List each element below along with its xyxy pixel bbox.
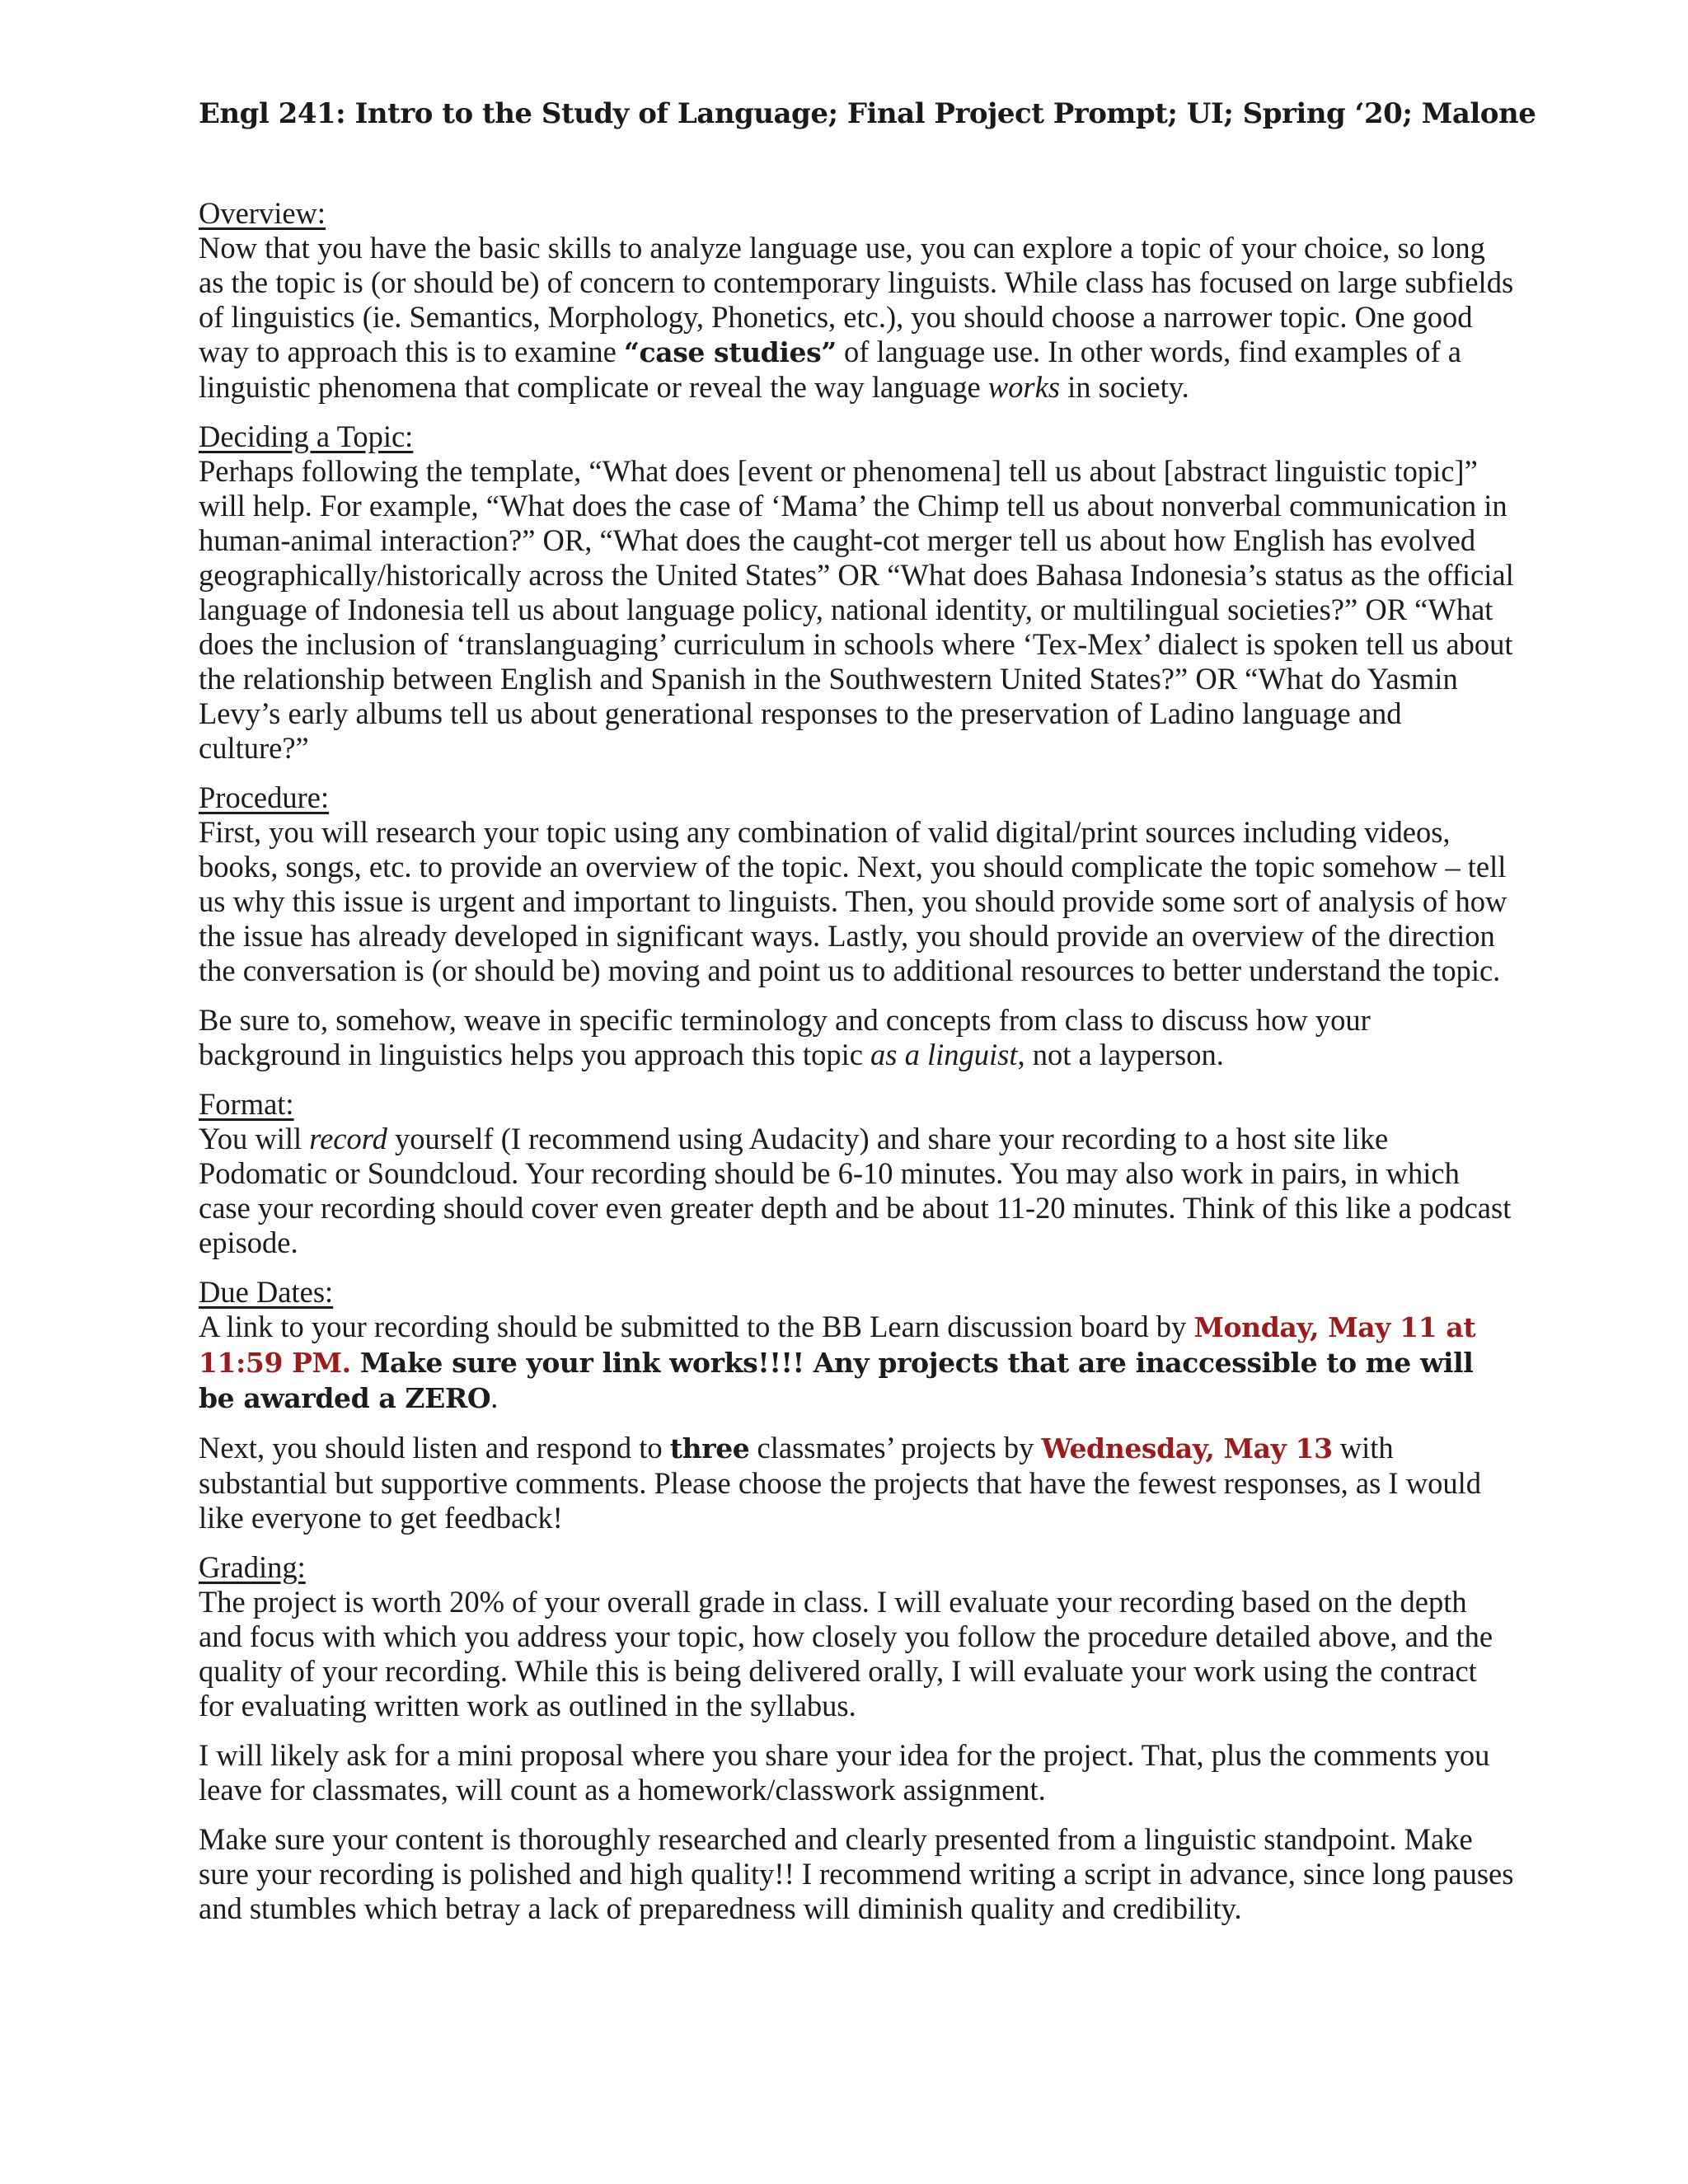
procedure-text: First, you will research your topic using any combination of valid digital/print sources including videos, books, songs, etc. to provide an overview of the topic. Next, you should complicate the topic somehow – tell us why this issue is urgent and important to linguists. Then, you should provide some sort of analysis of how the issue has already developed in significant ways. Lastly, you should provide an overview of the direction the conversation is (or should be) moving and point us to additional resources to better understand the topic. [199, 815, 1507, 987]
topic-text: Perhaps following the template, “What does [event or phenomena] tell us about [abstract linguistic topic]” will help. For example, “What does the case of ‘Mama’ the Chimp tell us about nonverbal communication in human-animal interaction?” OR, “What does the caught-cot merger tell us about how English has evolved geographically/historically across the United States” OR “What does Bahasa Indonesia’s status as the official language of Indonesia tell us about language policy, national identity, or multilingual societies?” OR “What does the inclusion of ‘translanguaging’ curriculum in schools where ‘Tex-Mex’ dialect is spoken tell us about the relationship between English and Spanish in the Southwestern United States?” OR “What do Yasmin Levy’s early albums tell us about generational responses to the preservation of Ladino language and culture?” [199, 454, 1514, 765]
due-p2-text-cont: classmates’ projects by [749, 1431, 1042, 1465]
due-dates-heading: Due Dates: [199, 1275, 334, 1309]
record-emphasis: record [309, 1122, 387, 1155]
overview-text: Now that you have the basic skills to analyze language use, you can explore a topic of your choice, so long as the topic is (or should be) of concern to contemporary linguists. While class has focused on large subfields of linguistics (ie. Semantics, Morphology, Phonetics, etc.), you should choose a narrower topic. One good way to approach this is to examine [199, 231, 1514, 368]
procedure-section [199, 780, 1517, 988]
due-text: A link to your recording should be submitted to the BB Learn discussion board by [199, 1310, 1194, 1343]
due-dates-section [199, 1275, 1517, 1416]
due-p2-text: Next, you should listen and respond to [199, 1431, 670, 1465]
three-emphasis: three [669, 1432, 750, 1465]
overview-section [199, 196, 1517, 405]
document-title: Engl 241: Intro to the Study of Language; Final Project Prompt; UI; Spring ‘20; Malone [199, 97, 1536, 130]
format-text-cont: yourself (I recommend using Audacity) and share your recording to a host site like Podomatic or Soundcloud. Your recording should be 6-10 minutes. You may also work in pairs, in which case your recording should cover even greater depth and be about 11-20 minutes. Think of this like a podcast episode. [199, 1122, 1512, 1259]
overview-heading: Overview: [199, 196, 326, 230]
topic-section [199, 419, 1517, 766]
procedure-p2-text: Be sure to, somehow, weave in specific terminology and concepts from class to discuss how your background in linguistics helps you approach this topic [199, 1003, 1371, 1071]
document-body [199, 196, 1517, 1941]
grading-heading: Grading: [199, 1550, 306, 1584]
overview-text-end: in society. [1060, 370, 1189, 404]
format-text: You will [199, 1122, 310, 1155]
topic-heading: Deciding a Topic: [199, 419, 414, 453]
grading-paragraph-3: Make sure your content is thoroughly researched and clearly presented from a linguistic standpoint. Make sure your recording is polished and high quality!! I recommend writing a script in advance, since long pauses and stumbles which betray a lack of preparedness will diminish quality and credibility. [199, 1822, 1514, 1925]
due-text-end: . [490, 1380, 499, 1414]
procedure-paragraph-2 [199, 1003, 1517, 1072]
due-paragraph-2 [199, 1431, 1517, 1535]
as-a-linguist-emphasis: as a linguist [870, 1038, 1018, 1071]
due-warning: Make sure your link works!!!! Any projects that are inaccessible to me will be awarded a ZERO [199, 1347, 1474, 1414]
format-heading: Format: [199, 1087, 294, 1121]
procedure-p2-end: , not a layperson. [1017, 1038, 1224, 1071]
grading-section [199, 1550, 1517, 1723]
works-emphasis: works [987, 370, 1060, 404]
grading-paragraph-2: I will likely ask for a mini proposal where you share your idea for the project. That, plus the comments you leave for classmates, will count as a homework/classwork assignment. [199, 1738, 1490, 1807]
due-p2-text-end: with substantial but supportive comments. Please choose the projects that have the fewest responses, as I would like everyone to get feedback! [199, 1431, 1481, 1535]
case-studies-term: “case studies” [623, 336, 837, 368]
format-section [199, 1087, 1517, 1260]
grading-text: The project is worth 20% of your overall grade in class. I will evaluate your recording based on the depth and focus with which you address your topic, how closely you follow the procedure detailed above, and the quality of your recording. While this is being delivered orally, I will evaluate your work using the contract for evaluating written work as outlined in the syllabus. [199, 1585, 1493, 1722]
due-date-responses: Wednesday, May 13 [1041, 1432, 1333, 1465]
procedure-heading: Procedure: [199, 780, 330, 814]
due-date-submission: Monday, May 11 at 11:59 PM. [199, 1311, 1476, 1379]
overview-text-cont: of language use. In other words, find examples of a linguistic phenomena that complicate or reveal the way language [199, 335, 1462, 404]
